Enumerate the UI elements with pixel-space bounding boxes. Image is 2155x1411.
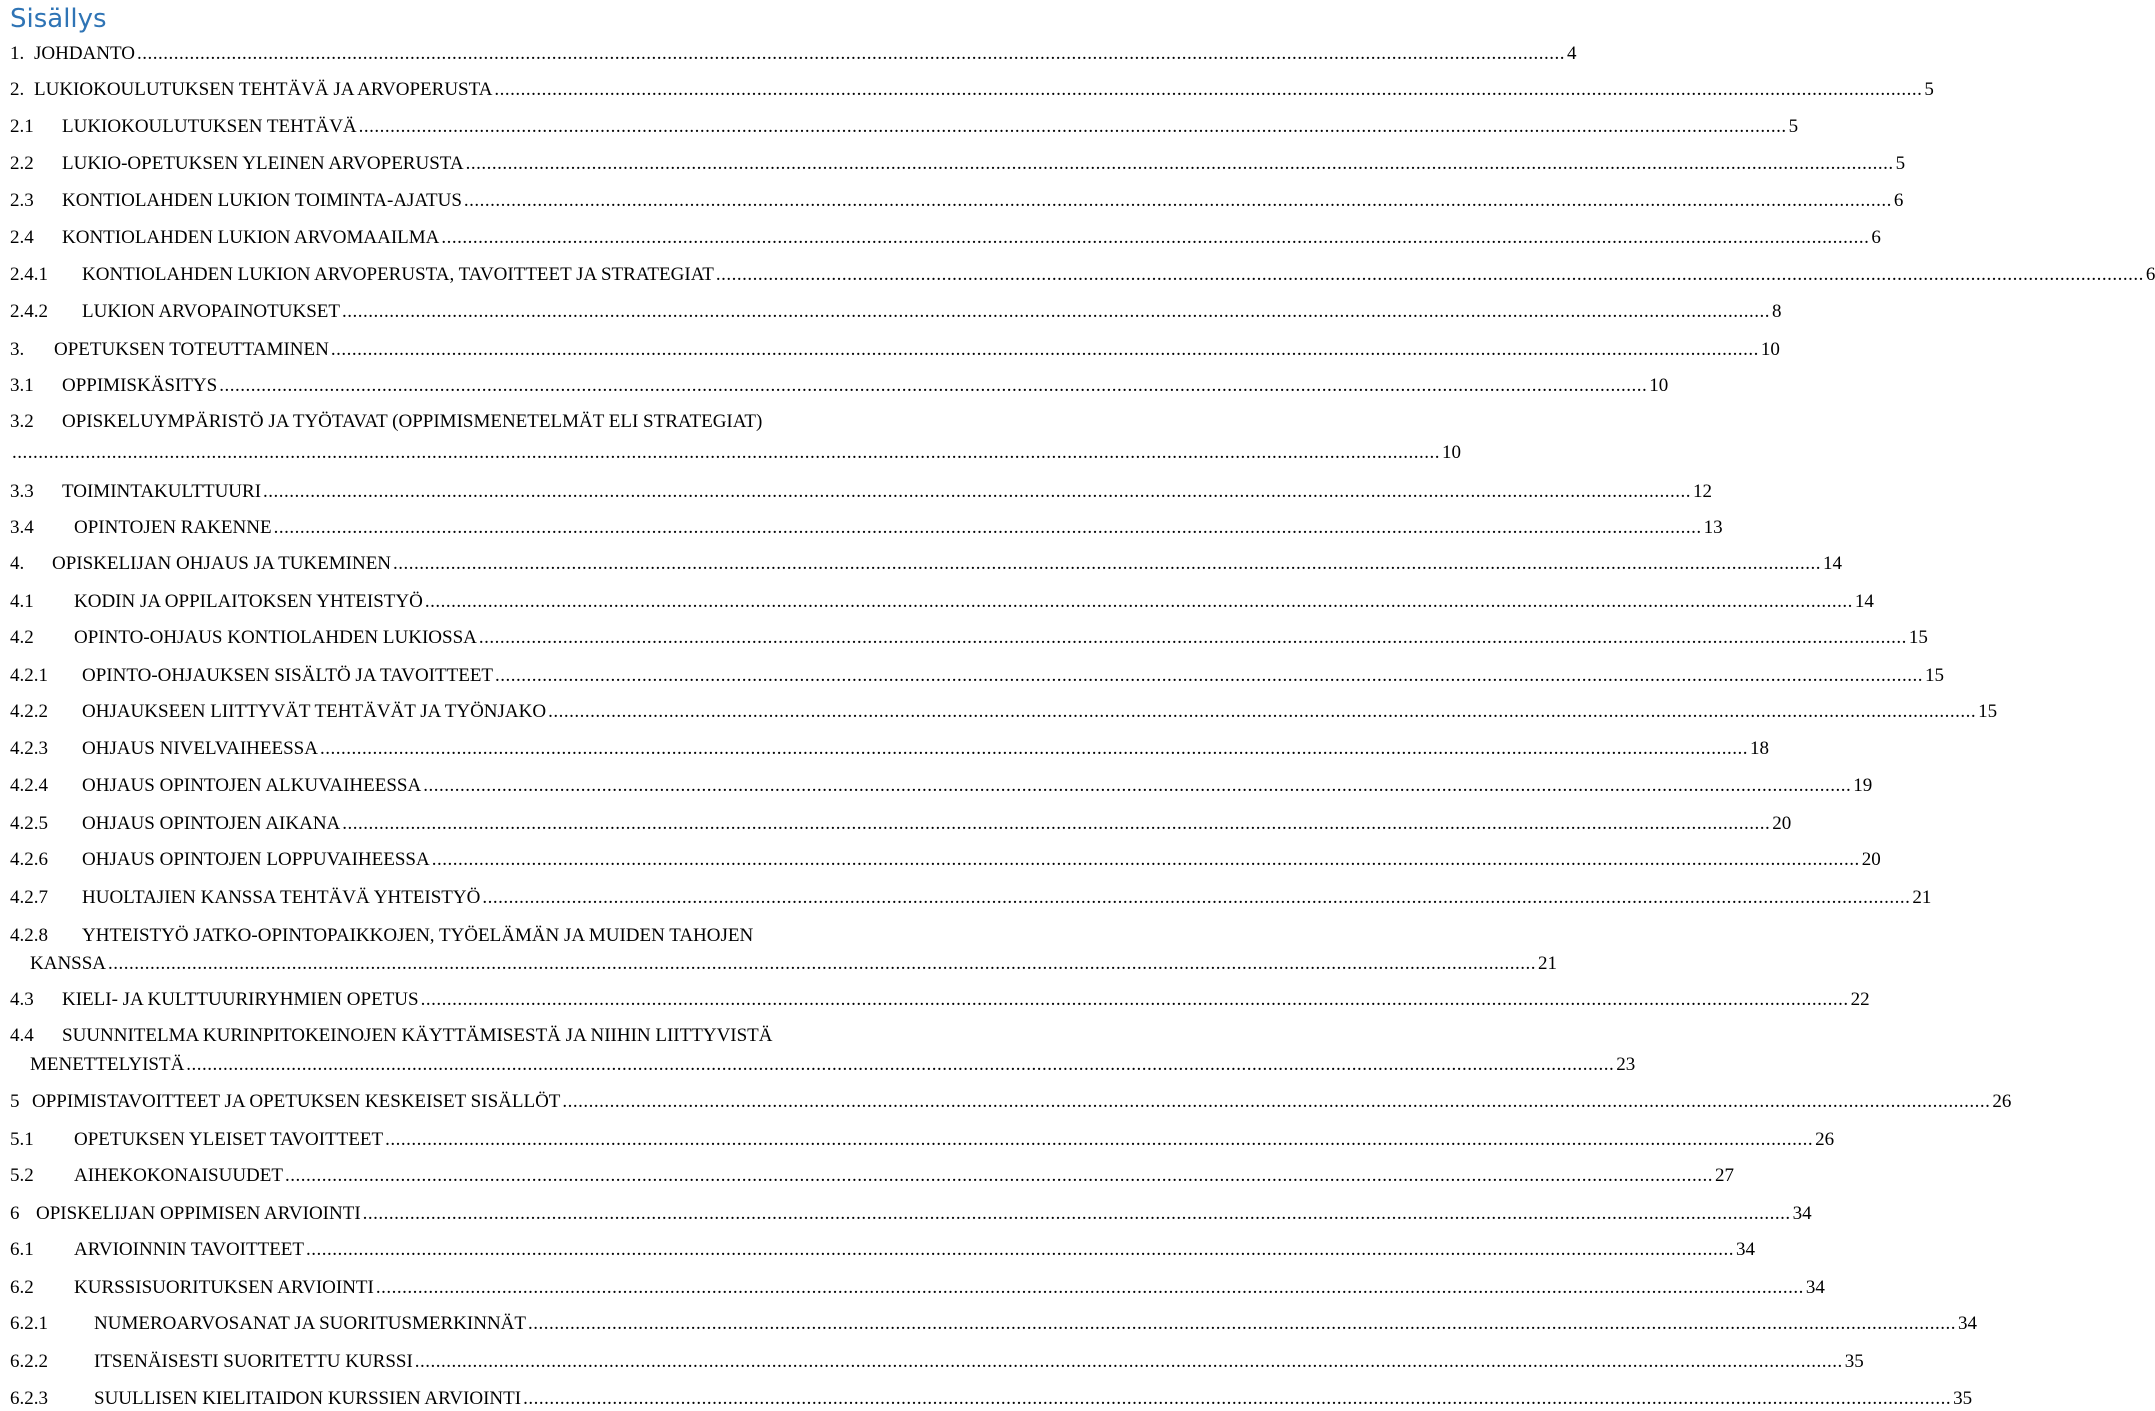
toc-entry-text: KONTIOLAHDEN LUKION ARVOMAAILMA <box>62 227 440 248</box>
toc-entry-text: OHJAUS OPINTOJEN ALKUVAIHEESSA <box>82 775 422 796</box>
toc-entry-page-number: 34 <box>1958 1313 1977 1334</box>
toc-entry-number: 6.2 <box>10 1277 34 1298</box>
toc-entry-text: JOHDANTO <box>34 43 135 64</box>
toc-entry-text: OPPIMISTAVOITTEET JA OPETUKSEN KESKEISET SISÄLLÖT <box>32 1091 561 1112</box>
toc-entry-text: LUKIOKOULUTUKSEN TEHTÄVÄ <box>62 116 357 137</box>
dot-leader <box>385 1128 1813 1152</box>
toc-entry-number: 3.4 <box>10 517 34 538</box>
toc-entry-page-number: 12 <box>1693 481 1713 502</box>
dot-leader <box>523 1387 1951 1411</box>
toc-entry-text: KODIN JA OPPILAITOKSEN YHTEISTYÖ <box>74 591 423 612</box>
toc-entry-text: OPINTO-OHJAUKSEN SISÄLTÖ JA TAVOITTEET <box>82 665 494 686</box>
toc-entry-text: OPISKELIJAN OHJAUS JA TUKEMINEN <box>52 553 392 574</box>
toc-entry-text: OHJAUS OPINTOJEN LOPPUVAIHEESSA <box>82 849 430 870</box>
toc-entry-text: LUKION ARVOPAINOTUKSET <box>82 301 340 322</box>
dot-leader <box>479 626 1907 650</box>
toc-entry-number: 4.1 <box>10 591 34 612</box>
toc-entry-page-number: 21 <box>1912 887 1932 908</box>
toc-entry-text: OPISKELUYMPÄRISTÖ JA TYÖTAVAT (OPPIMISMENETELMÄT ELI STRATEGIAT) <box>62 411 763 432</box>
toc-entry-text: AIHEKOKONAISUUDET <box>74 1165 283 1186</box>
dot-leader <box>331 338 1759 362</box>
toc-entry-text: OHJAUS OPINTOJEN AIKANA <box>82 813 341 834</box>
toc-entry-text: OPPIMISKÄSITYS <box>62 375 218 396</box>
toc-entry-number: 4.2.7 <box>10 887 48 908</box>
toc-entry-page-number: 10 <box>1442 442 1461 463</box>
toc-entry-number: 2. <box>10 79 25 100</box>
toc-entry-text: OPINTOJEN RAKENNE <box>74 517 272 538</box>
dot-leader <box>363 1202 1791 1226</box>
toc-entry-page-number: 20 <box>1861 849 1881 870</box>
toc-entry-text: MENETTELYISTÄ <box>30 1054 185 1075</box>
toc-entry-page-number: 6 <box>1893 190 1904 211</box>
dot-leader <box>274 516 1702 540</box>
toc-entry-number: 4.2.8 <box>10 925 48 946</box>
toc-entry-text: ARVIOINNIN TAVOITTEET <box>74 1239 305 1260</box>
toc-entry-page-number: 23 <box>1616 1054 1636 1075</box>
toc-entry-number: 6.1 <box>10 1239 34 1260</box>
toc-entry-text: SUUNNITELMA KURINPITOKEINOJEN KÄYTTÄMISESTÄ JA NIIHIN LIITTYVISTÄ <box>62 1025 773 1046</box>
dot-leader <box>12 441 1440 465</box>
toc-entry-number: 3.1 <box>10 375 34 396</box>
toc-entry-number: 4.3 <box>10 989 34 1010</box>
toc-entry-text: OPETUKSEN YLEISET TAVOITTEET <box>74 1129 384 1150</box>
dot-leader <box>342 300 1770 324</box>
dot-leader <box>359 115 1787 139</box>
dot-leader <box>528 1312 1956 1336</box>
toc-entry-number: 6.2.2 <box>10 1351 48 1372</box>
dot-leader <box>263 480 1691 504</box>
dot-leader <box>376 1276 1804 1300</box>
toc-entry-text: KONTIOLAHDEN LUKION TOIMINTA-AJATUS <box>62 190 462 211</box>
toc-entry-text: OPISKELIJAN OPPIMISEN ARVIOINTI <box>36 1203 361 1224</box>
toc-entry-page-number: 34 <box>1792 1203 1812 1224</box>
toc-entry-number: 2.3 <box>10 190 34 211</box>
toc-entry-text: NUMEROARVOSANAT JA SUORITUSMERKINNÄT <box>94 1313 526 1334</box>
toc-entry-number: 3.2 <box>10 411 34 432</box>
toc-entry-text: KONTIOLAHDEN LUKION ARVOPERUSTA, TAVOITTEET JA STRATEGIAT <box>82 264 714 285</box>
toc-entry-page-number: 35 <box>1953 1388 1973 1409</box>
dot-leader <box>306 1238 1734 1262</box>
dot-leader <box>425 590 1853 614</box>
toc-entry-page-number: 13 <box>1703 517 1723 538</box>
toc-entry-text: LUKIOKOULUTUKSEN TEHTÄVÄ JA ARVOPERUSTA <box>34 79 493 100</box>
dot-leader <box>421 988 1849 1012</box>
toc-entry-page-number: 8 <box>1771 301 1782 322</box>
toc-entry-page-number: 18 <box>1749 738 1769 759</box>
toc-entry-text: YHTEISTYÖ JATKO-OPINTOPAIKKOJEN, TYÖELÄMÄN JA MUIDEN TAHOJEN <box>82 925 754 946</box>
toc-entry-text: KANSSA <box>30 953 107 974</box>
toc-entry-number: 2.4.1 <box>10 264 48 285</box>
toc-entry-text: KURSSISUORITUKSEN ARVIOINTI <box>74 1277 374 1298</box>
dot-leader <box>415 1350 1843 1374</box>
toc-entry-page-number: 5 <box>1924 79 1934 100</box>
toc-entry-page-number: 20 <box>1772 813 1792 834</box>
toc-entry-text: OPETUKSEN TOTEUTTAMINEN <box>54 339 329 360</box>
toc-entry-number: 2.4 <box>10 227 34 248</box>
toc-entry-page-number: 6 <box>1871 227 1881 248</box>
toc-entry-number: 5.1 <box>10 1129 34 1150</box>
dot-leader <box>482 886 1910 910</box>
toc-entry-number: 6.2.1 <box>10 1313 48 1334</box>
toc-entry-number: 4.4 <box>10 1025 34 1046</box>
toc-entry-page-number: 35 <box>1844 1351 1864 1372</box>
toc-entry-page-number: 14 <box>1854 591 1874 612</box>
toc-entry-page-number: 5 <box>1895 153 1906 174</box>
dot-leader <box>285 1164 1713 1188</box>
toc-entry-page-number: 6 <box>2145 264 2155 285</box>
dot-leader <box>137 42 1565 66</box>
toc-entry-page-number: 15 <box>1978 701 1998 722</box>
toc-entry-text: KIELI- JA KULTTUURIRYHMIEN OPETUS <box>62 989 419 1010</box>
dot-leader <box>495 664 1923 688</box>
dot-leader <box>466 152 1894 176</box>
toc-entry-number: 5.2 <box>10 1165 34 1186</box>
dot-leader <box>342 812 1770 836</box>
toc-entry-number: 2.1 <box>10 116 34 137</box>
toc-title: Sisällys <box>10 4 107 34</box>
dot-leader <box>186 1053 1614 1077</box>
toc-entry-number: 4. <box>10 553 25 574</box>
toc-entry-page-number: 22 <box>1850 989 1870 1010</box>
dot-leader <box>494 78 1922 102</box>
toc-entry-text: TOIMINTAKULTTUURI <box>62 481 262 502</box>
toc-entry-page-number: 10 <box>1649 375 1669 396</box>
dot-leader <box>548 700 1976 724</box>
toc-entry-page-number: 15 <box>1925 665 1945 686</box>
dot-leader <box>562 1090 1990 1114</box>
toc-entry-text: OHJAUS NIVELVAIHEESSA <box>82 738 318 759</box>
toc-entry-page-number: 21 <box>1538 953 1558 974</box>
toc-entry-page-number: 15 <box>1908 627 1928 648</box>
toc-entry-number: 4.2.3 <box>10 738 48 759</box>
toc-entry-page-number: 10 <box>1760 339 1780 360</box>
toc-entry-number: 3. <box>10 339 25 360</box>
toc-entry-number: 4.2.5 <box>10 813 48 834</box>
dot-leader <box>432 848 1860 872</box>
dot-leader <box>423 774 1851 798</box>
dot-leader <box>108 952 1536 976</box>
toc-entry-number: 3.3 <box>10 481 34 502</box>
toc-entry-number: 2.4.2 <box>10 301 48 322</box>
dot-leader <box>393 552 1821 576</box>
dot-leader <box>464 189 1892 213</box>
toc-entry-page-number: 26 <box>1815 1129 1835 1150</box>
toc-entry-number: 6.2.3 <box>10 1388 48 1409</box>
toc-entry-page-number: 19 <box>1853 775 1873 796</box>
toc-entry-page-number: 27 <box>1714 1165 1734 1186</box>
dot-leader <box>716 263 2144 287</box>
toc-entry-number: 4.2.2 <box>10 701 48 722</box>
toc-entry-page-number: 5 <box>1788 116 1799 137</box>
toc-entry-text: OPINTO-OHJAUS KONTIOLAHDEN LUKIOSSA <box>74 627 477 648</box>
toc-entry-number: 5 <box>10 1091 20 1112</box>
toc-entry-text: LUKIO-OPETUKSEN YLEINEN ARVOPERUSTA <box>62 153 464 174</box>
toc-entry-number: 4.2.4 <box>10 775 48 796</box>
toc-entry-text: ITSENÄISESTI SUORITETTU KURSSI <box>94 1351 413 1372</box>
toc-entry-page-number: 26 <box>1992 1091 2012 1112</box>
toc-entry-text: SUULLISEN KIELITAIDON KURSSIEN ARVIOINTI <box>94 1388 522 1409</box>
toc-entry-page-number: 4 <box>1566 43 1577 64</box>
toc-entry-text: HUOLTAJIEN KANSSA TEHTÄVÄ YHTEISTYÖ <box>82 887 481 908</box>
toc-entry-number: 1. <box>10 43 25 64</box>
toc-entry-number: 4.2 <box>10 627 34 648</box>
toc-entry-number: 6 <box>10 1203 20 1224</box>
toc-entry-number: 2.2 <box>10 153 34 174</box>
toc-entry-page-number: 34 <box>1805 1277 1825 1298</box>
toc-entry-page-number: 34 <box>1736 1239 1756 1260</box>
dot-leader <box>441 226 1869 250</box>
toc-entry-text: OHJAUKSEEN LIITTYVÄT TEHTÄVÄT JA TYÖNJAKO <box>82 701 547 722</box>
dot-leader <box>219 374 1647 398</box>
toc-entry-number: 4.2.1 <box>10 665 48 686</box>
dot-leader <box>320 737 1748 761</box>
toc-entry-number: 4.2.6 <box>10 849 48 870</box>
toc-entry-page-number: 14 <box>1823 553 1843 574</box>
